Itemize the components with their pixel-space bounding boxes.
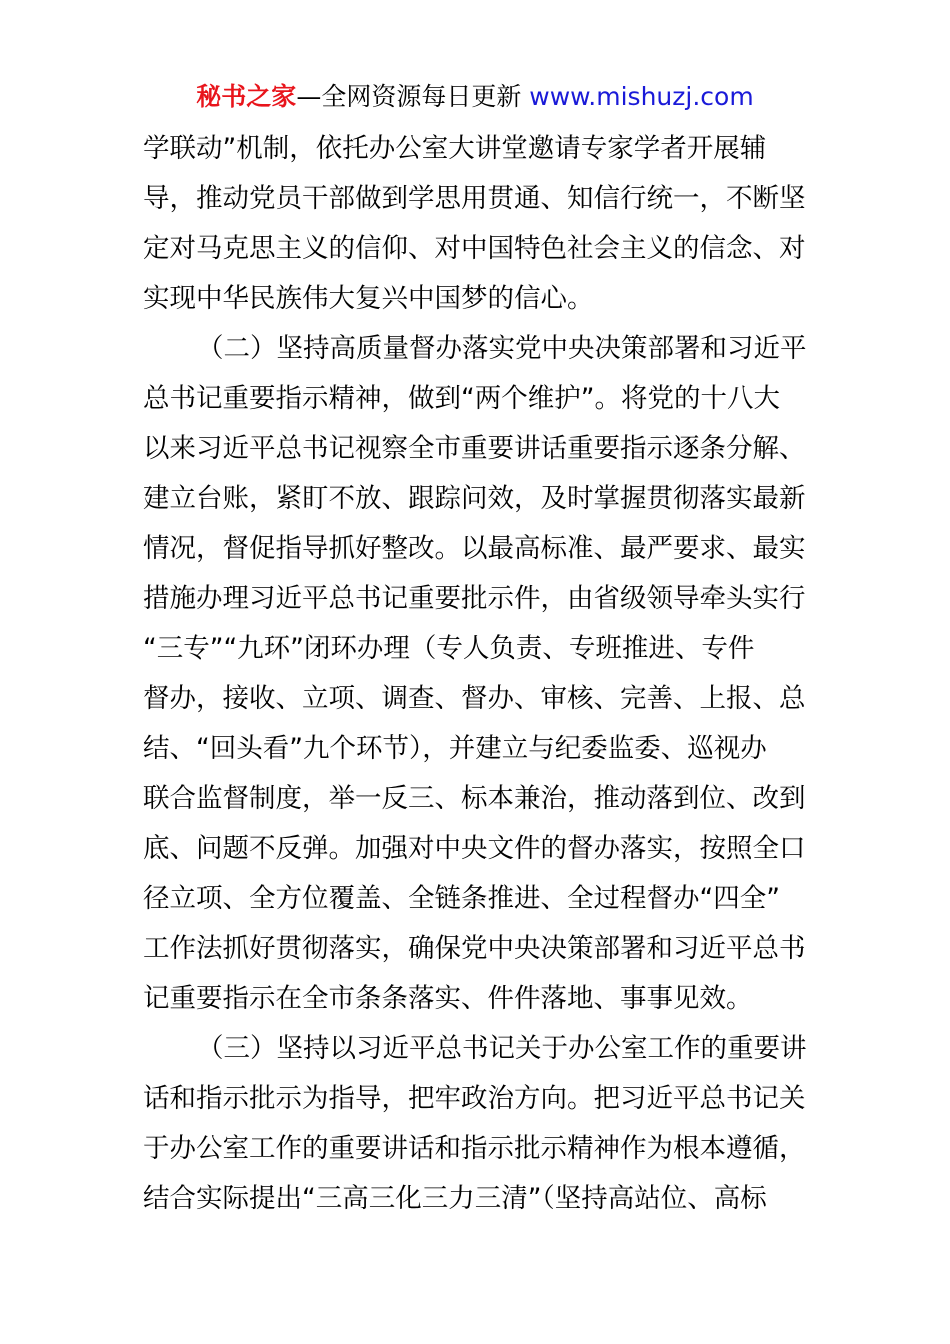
text-line: 联合监督制度，举一反三、标本兼治，推动落到位、改到 (143, 783, 806, 814)
paragraph-start-line: （二）坚持高质量督办落实党中央决策部署和习近平 (197, 333, 807, 364)
site-header (0, 80, 950, 114)
text-line: 工作法抓好贯彻落实，确保党中央决策部署和习近平总书 (143, 933, 806, 964)
site-brand: 秘书之家 (196, 82, 297, 111)
text-line: 底、问题不反弹。加强对中央文件的督办落实，按照全口 (143, 833, 806, 864)
text-line: “三专”“九环”闭环办理（专人负责、专班推进、专件 (143, 633, 755, 664)
text-line: 导，推动党员干部做到学思用贯通、知信行统一，不断坚 (143, 183, 806, 214)
paragraph-start-line: （三）坚持以习近平总书记关于办公室工作的重要讲 (197, 1033, 807, 1064)
site-slogan: —全网资源每日更新 (296, 82, 530, 111)
text-line: 情况，督促指导抓好整改。以最高标准、最严要求、最实 (143, 533, 806, 564)
text-line: 定对马克思主义的信仰、对中国特色社会主义的信念、对 (143, 233, 806, 264)
document-body (143, 124, 809, 1224)
text-line: 总书记重要指示精神，做到“两个维护”。将党的十八大 (143, 383, 780, 414)
text-line: 径立项、全方位覆盖、全链条推进、全过程督办“四全” (143, 883, 780, 914)
text-line: 措施办理习近平总书记重要批示件，由省级领导牵头实行 (143, 583, 806, 614)
text-line: 实现中华民族伟大复兴中国梦的信心。 (143, 283, 594, 314)
text-line: 话和指示批示为指导，把牢政治方向。把习近平总书记关 (143, 1083, 806, 1114)
text-line: 于办公室工作的重要讲话和指示批示精神作为根本遵循， (143, 1133, 806, 1164)
text-line: 结合实际提出“三高三化三力三清”（坚持高站位、高标 (143, 1183, 767, 1214)
text-line: 记重要指示在全市条条落实、件件落地、事事见效。 (143, 983, 753, 1014)
text-line: 结、“回头看”九个环节），并建立与纪委监委、巡视办 (143, 733, 767, 764)
text-line: 督办，接收、立项、调查、督办、审核、完善、上报、总 (143, 683, 806, 714)
text-line: 建立台账，紧盯不放、跟踪问效，及时掌握贯彻落实最新 (143, 483, 806, 514)
text-line: 以来习近平总书记视察全市重要讲话重要指示逐条分解、 (143, 433, 806, 464)
text-line: 学联动”机制，依托办公室大讲堂邀请专家学者开展辅 (143, 133, 767, 164)
site-url-link[interactable]: www.mishuzj.com (529, 82, 754, 111)
